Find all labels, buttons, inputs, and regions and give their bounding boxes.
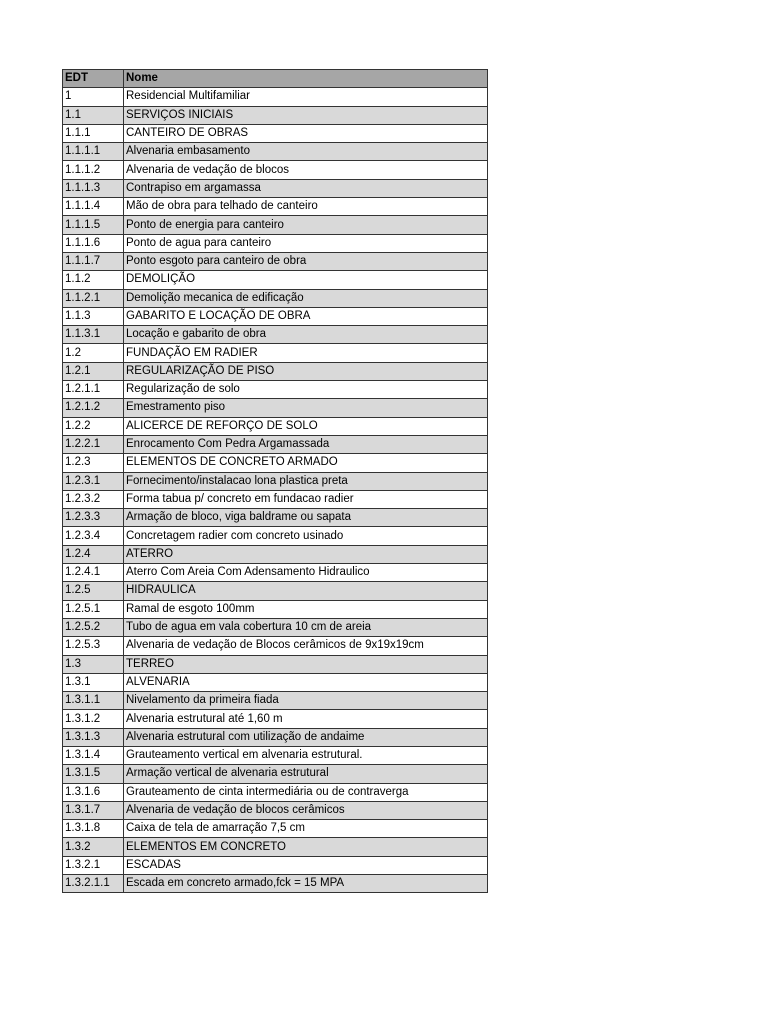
- table-row: [63, 88, 488, 106]
- edt-sheet: [62, 69, 487, 893]
- table-row: [63, 344, 488, 362]
- cell-edt: 1.3.2.1: [63, 856, 124, 874]
- cell-nome: Mão de obra para telhado de canteiro: [124, 198, 488, 216]
- cell-edt: 1.2.3.2: [63, 490, 124, 508]
- table-row: [63, 509, 488, 527]
- cell-nome: TERREO: [124, 655, 488, 673]
- cell-nome: Ponto de energia para canteiro: [124, 216, 488, 234]
- cell-nome: Ponto de agua para canteiro: [124, 234, 488, 252]
- table-row: [63, 106, 488, 124]
- cell-edt: 1.2.3.1: [63, 472, 124, 490]
- cell-nome: REGULARIZAÇÃO DE PISO: [124, 362, 488, 380]
- cell-edt: 1.2.4.1: [63, 564, 124, 582]
- cell-edt: 1.2.4: [63, 545, 124, 563]
- cell-edt: 1.3.1.2: [63, 710, 124, 728]
- cell-nome: ALVENARIA: [124, 673, 488, 691]
- cell-nome: ELEMENTOS EM CONCRETO: [124, 838, 488, 856]
- cell-nome: Caixa de tela de amarração 7,5 cm: [124, 820, 488, 838]
- cell-nome: Alvenaria estrutural até 1,60 m: [124, 710, 488, 728]
- table-row: [63, 417, 488, 435]
- cell-edt: 1.2.2.1: [63, 435, 124, 453]
- cell-edt: 1.3: [63, 655, 124, 673]
- cell-edt: 1.1.1.5: [63, 216, 124, 234]
- cell-edt: 1.3.2: [63, 838, 124, 856]
- table-row: [63, 490, 488, 508]
- cell-nome: GABARITO E LOCAÇÃO DE OBRA: [124, 307, 488, 325]
- cell-nome: CANTEIRO DE OBRAS: [124, 124, 488, 142]
- table-row: [63, 655, 488, 673]
- edt-table: [62, 69, 488, 893]
- table-row: [63, 399, 488, 417]
- cell-nome: Alvenaria de vedação de blocos cerâmicos: [124, 801, 488, 819]
- table-row: [63, 856, 488, 874]
- table-row: [63, 618, 488, 636]
- table-row: [63, 124, 488, 142]
- cell-nome: Enrocamento Com Pedra Argamassada: [124, 435, 488, 453]
- cell-edt: 1.1: [63, 106, 124, 124]
- cell-edt: 1.2.3.3: [63, 509, 124, 527]
- cell-edt: 1.1.1.1: [63, 143, 124, 161]
- table-row: [63, 820, 488, 838]
- cell-nome: Escada em concreto armado,fck = 15 MPA: [124, 875, 488, 893]
- cell-nome: Residencial Multifamiliar: [124, 88, 488, 106]
- cell-nome: Grauteamento vertical em alvenaria estrutural.: [124, 746, 488, 764]
- cell-edt: 1.2.5.1: [63, 600, 124, 618]
- cell-nome: FUNDAÇÃO EM RADIER: [124, 344, 488, 362]
- cell-edt: 1.1.1.7: [63, 252, 124, 270]
- table-row: [63, 765, 488, 783]
- table-header-row: [63, 70, 488, 88]
- cell-nome: ALICERCE DE REFORÇO DE SOLO: [124, 417, 488, 435]
- cell-nome: Aterro Com Areia Com Adensamento Hidraulico: [124, 564, 488, 582]
- cell-edt: 1.1.2: [63, 271, 124, 289]
- table-row: [63, 198, 488, 216]
- table-row: [63, 801, 488, 819]
- cell-nome: Emestramento piso: [124, 399, 488, 417]
- cell-nome: Regularização de solo: [124, 381, 488, 399]
- cell-nome: Concretagem radier com concreto usinado: [124, 527, 488, 545]
- table-row: [63, 326, 488, 344]
- cell-nome: Alvenaria de vedação de Blocos cerâmicos de 9x19x19cm: [124, 637, 488, 655]
- edt-table-body: [63, 70, 488, 893]
- cell-nome: Contrapiso em argamassa: [124, 179, 488, 197]
- cell-nome: Forma tabua p/ concreto em fundacao radier: [124, 490, 488, 508]
- cell-edt: 1.3.1.4: [63, 746, 124, 764]
- header-nome: Nome: [124, 70, 488, 88]
- cell-edt: 1.2.5.3: [63, 637, 124, 655]
- cell-edt: 1.1.1.6: [63, 234, 124, 252]
- cell-edt: 1: [63, 88, 124, 106]
- table-row: [63, 435, 488, 453]
- cell-edt: 1.1.2.1: [63, 289, 124, 307]
- table-row: [63, 289, 488, 307]
- cell-nome: Grauteamento de cinta intermediária ou de contraverga: [124, 783, 488, 801]
- table-row: [63, 637, 488, 655]
- cell-nome: Ponto esgoto para canteiro de obra: [124, 252, 488, 270]
- table-row: [63, 143, 488, 161]
- cell-edt: 1.3.2.1.1: [63, 875, 124, 893]
- table-row: [63, 179, 488, 197]
- cell-nome: Armação vertical de alvenaria estrutural: [124, 765, 488, 783]
- cell-nome: Nivelamento da primeira fiada: [124, 692, 488, 710]
- cell-nome: Demolição mecanica de edificação: [124, 289, 488, 307]
- cell-edt: 1.2.5.2: [63, 618, 124, 636]
- cell-nome: Alvenaria embasamento: [124, 143, 488, 161]
- table-row: [63, 381, 488, 399]
- cell-nome: SERVIÇOS INICIAIS: [124, 106, 488, 124]
- table-row: [63, 362, 488, 380]
- table-row: [63, 161, 488, 179]
- cell-edt: 1.1.1.4: [63, 198, 124, 216]
- cell-nome: DEMOLIÇÃO: [124, 271, 488, 289]
- cell-edt: 1.1.3: [63, 307, 124, 325]
- table-row: [63, 234, 488, 252]
- cell-edt: 1.2.1.1: [63, 381, 124, 399]
- cell-nome: Alvenaria de vedação de blocos: [124, 161, 488, 179]
- table-row: [63, 216, 488, 234]
- table-row: [63, 692, 488, 710]
- table-row: [63, 472, 488, 490]
- cell-edt: 1.2.1: [63, 362, 124, 380]
- table-row: [63, 875, 488, 893]
- cell-nome: ELEMENTOS DE CONCRETO ARMADO: [124, 454, 488, 472]
- cell-edt: 1.2.2: [63, 417, 124, 435]
- cell-edt: 1.3.1.1: [63, 692, 124, 710]
- table-row: [63, 527, 488, 545]
- cell-nome: Alvenaria estrutural com utilização de andaime: [124, 728, 488, 746]
- table-row: [63, 307, 488, 325]
- table-row: [63, 545, 488, 563]
- table-row: [63, 838, 488, 856]
- cell-nome: Armação de bloco, viga baldrame ou sapata: [124, 509, 488, 527]
- cell-edt: 1.3.1.3: [63, 728, 124, 746]
- cell-edt: 1.3.1: [63, 673, 124, 691]
- cell-nome: Tubo de agua em vala cobertura 10 cm de areia: [124, 618, 488, 636]
- cell-edt: 1.2.1.2: [63, 399, 124, 417]
- cell-nome: Fornecimento/instalacao lona plastica preta: [124, 472, 488, 490]
- table-row: [63, 582, 488, 600]
- cell-edt: 1.2.3.4: [63, 527, 124, 545]
- table-row: [63, 673, 488, 691]
- table-row: [63, 746, 488, 764]
- table-row: [63, 454, 488, 472]
- header-edt: EDT: [63, 70, 124, 88]
- cell-edt: 1.2: [63, 344, 124, 362]
- cell-edt: 1.1.1: [63, 124, 124, 142]
- cell-edt: 1.1.3.1: [63, 326, 124, 344]
- cell-edt: 1.3.1.8: [63, 820, 124, 838]
- table-row: [63, 783, 488, 801]
- cell-nome: Ramal de esgoto 100mm: [124, 600, 488, 618]
- table-row: [63, 728, 488, 746]
- cell-edt: 1.2.3: [63, 454, 124, 472]
- table-row: [63, 600, 488, 618]
- cell-edt: 1.3.1.5: [63, 765, 124, 783]
- table-row: [63, 564, 488, 582]
- cell-nome: ESCADAS: [124, 856, 488, 874]
- cell-edt: 1.3.1.6: [63, 783, 124, 801]
- cell-edt: 1.1.1.2: [63, 161, 124, 179]
- cell-nome: Locação e gabarito de obra: [124, 326, 488, 344]
- table-row: [63, 710, 488, 728]
- cell-nome: HIDRAULICA: [124, 582, 488, 600]
- cell-edt: 1.3.1.7: [63, 801, 124, 819]
- cell-edt: 1.2.5: [63, 582, 124, 600]
- cell-nome: ATERRO: [124, 545, 488, 563]
- table-row: [63, 271, 488, 289]
- table-row: [63, 252, 488, 270]
- cell-edt: 1.1.1.3: [63, 179, 124, 197]
